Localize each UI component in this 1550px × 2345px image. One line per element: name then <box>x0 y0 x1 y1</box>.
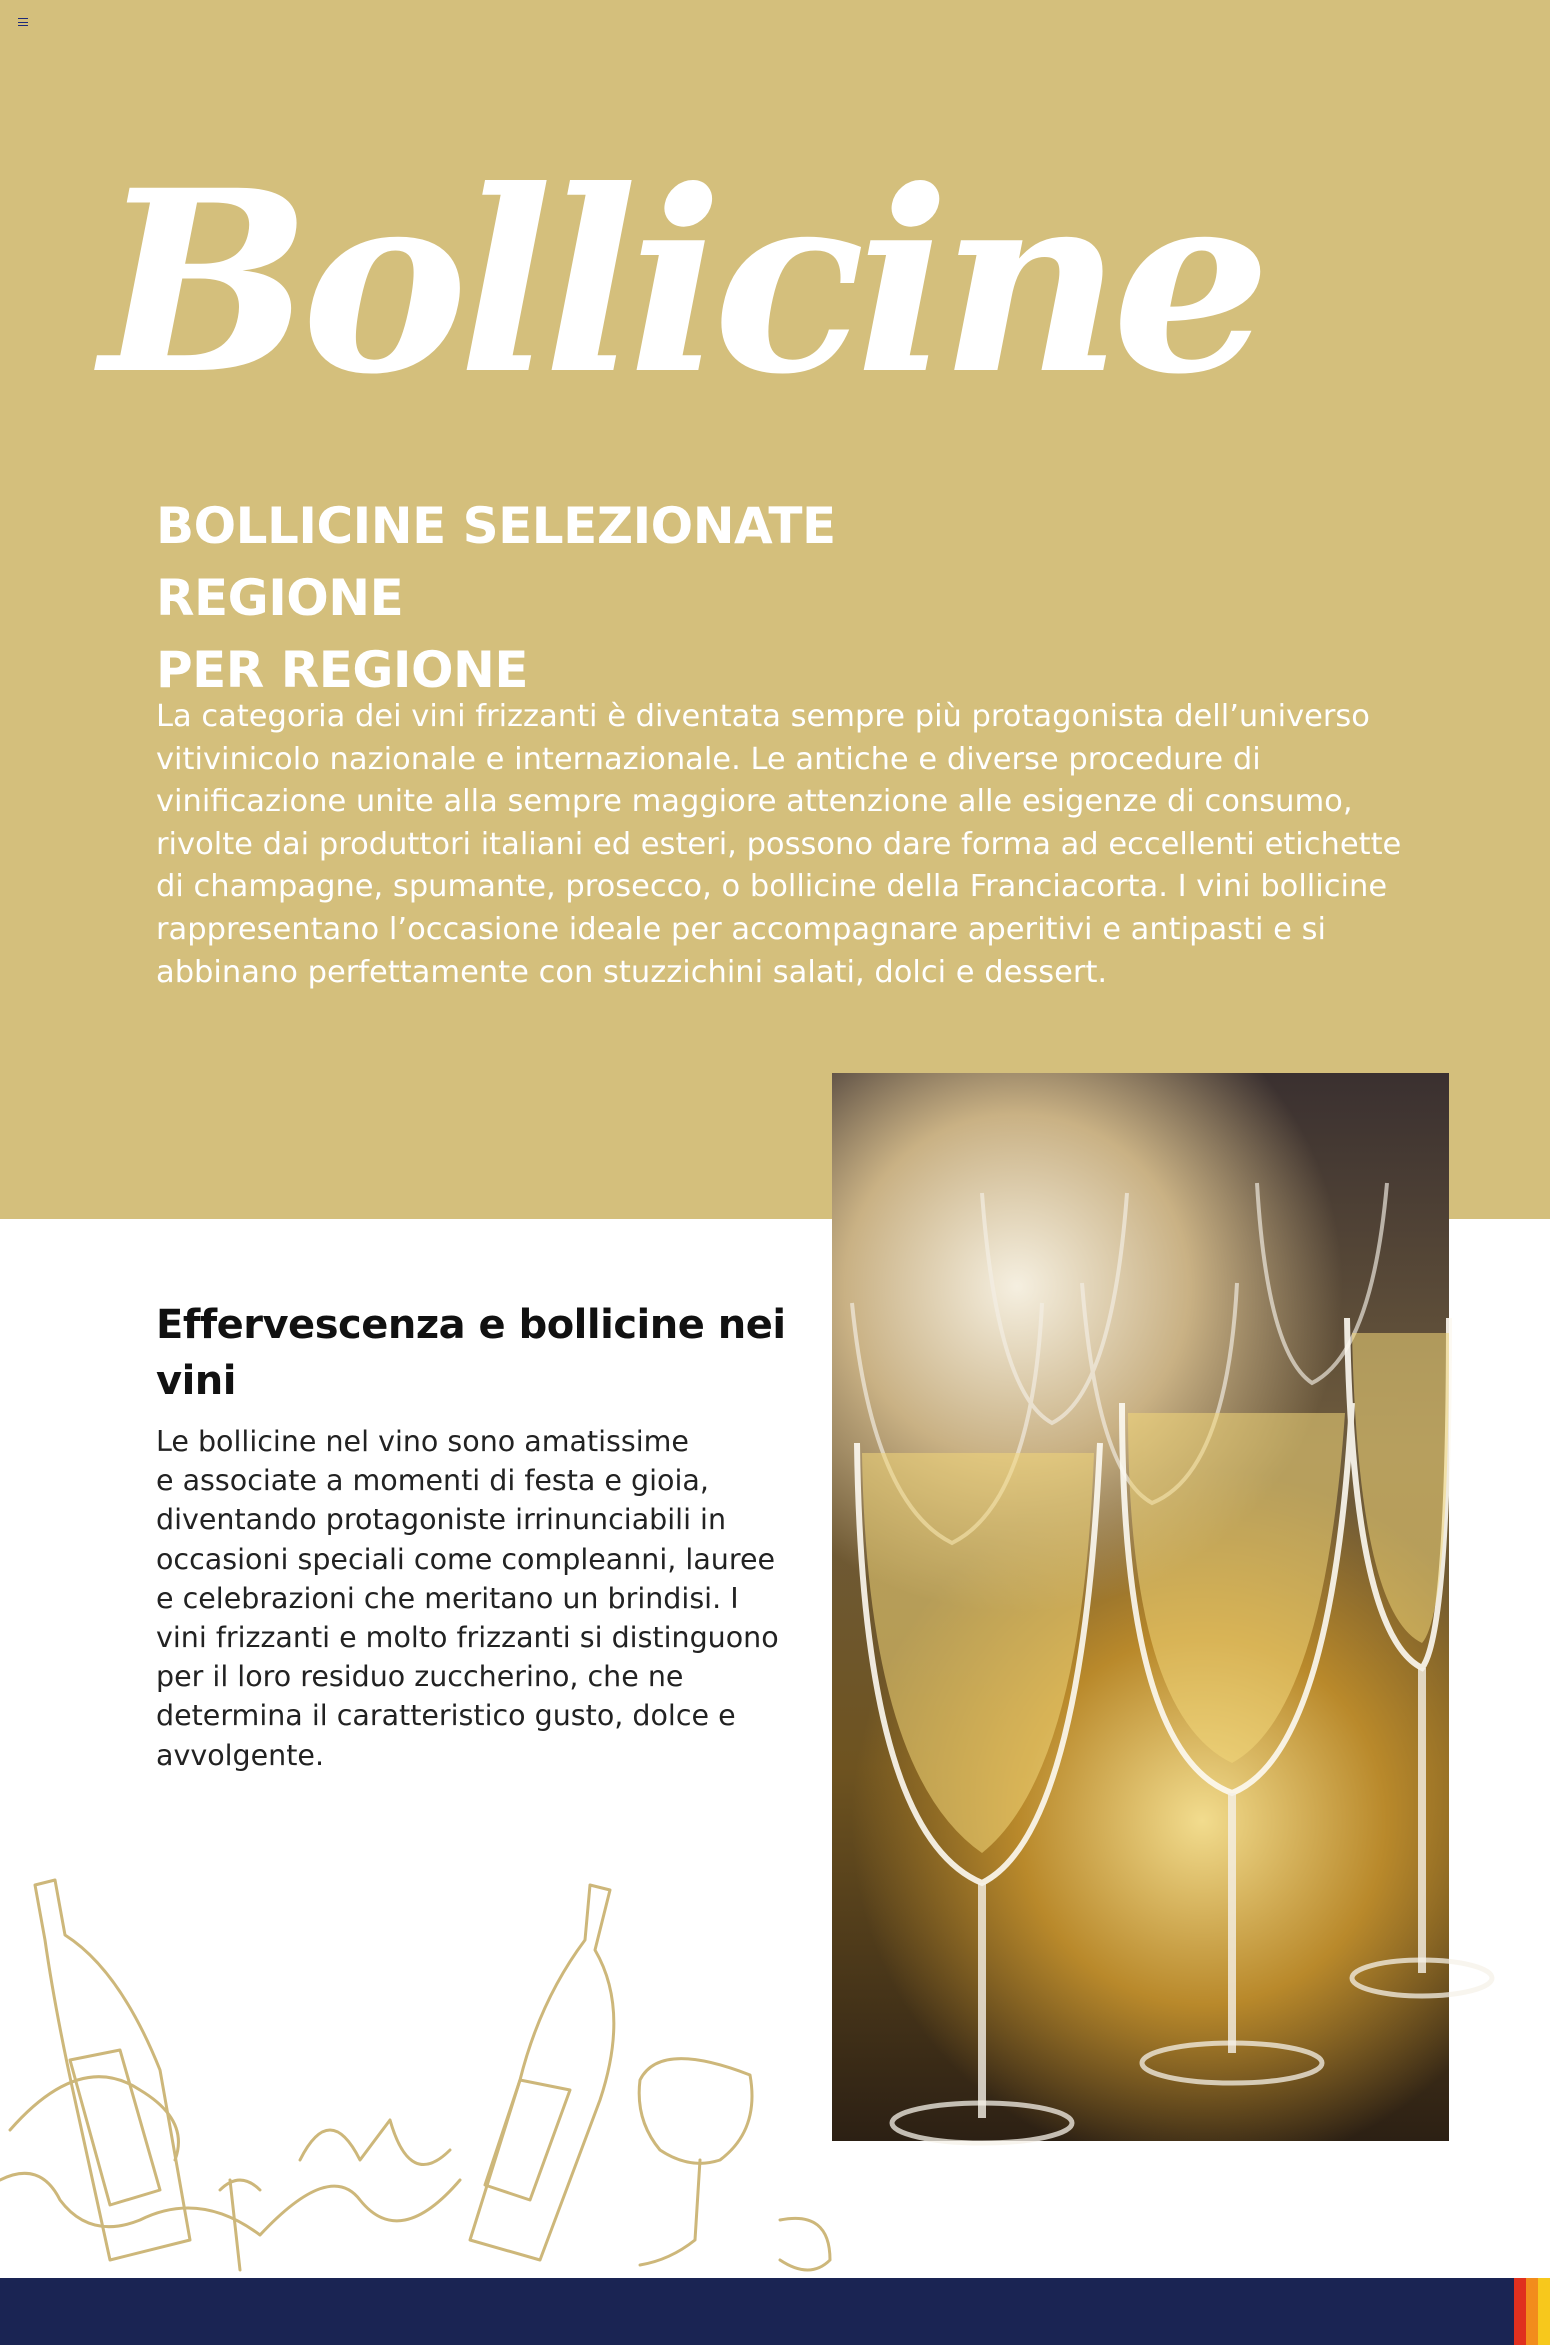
page-headline <box>156 490 1056 706</box>
intro-line: di champagne, spumante, prosecco, o bollicine della Franciacorta. I vini bollicine <box>156 869 1388 905</box>
section-line: e celebrazioni che meritano un brindisi. I <box>156 1581 739 1615</box>
footer-bar <box>0 2278 1550 2345</box>
intro-line: vitivinicolo nazionale e internazionale. Le antiche e diverse procedure di <box>156 741 1261 777</box>
champagne-glasses-photo <box>832 1073 1449 2141</box>
section-line: determina il caratteristico gusto, dolce e <box>156 1699 736 1733</box>
stripe-orange <box>1526 2278 1538 2345</box>
section-title-line: vini <box>156 1358 236 1404</box>
headline-line: BOLLICINE SELEZIONATE REGIONE <box>156 497 836 627</box>
script-title <box>100 110 1261 430</box>
section-line: e associate a momenti di festa e gioia, <box>156 1464 709 1498</box>
footer-color-stripes <box>1514 2278 1550 2345</box>
section-line: avvolgente. <box>156 1738 325 1772</box>
section-line: diventando protagoniste irrinunciabili in <box>156 1503 727 1537</box>
svg-text:Bollicine: Bollicine <box>100 135 1261 429</box>
section-line: Le bollicine nel vino sono amatissime <box>156 1425 689 1458</box>
intro-line: La categoria dei vini frizzanti è diventata sempre più protagonista dell’universo <box>156 699 1370 734</box>
intro-line: abbinano perfettamente con stuzzichini salati, dolci e dessert. <box>156 954 1108 990</box>
wine-bottles-line-art <box>0 1860 840 2280</box>
stripe-red <box>1514 2278 1526 2345</box>
intro-line: rivolte dai produttori italiani ed esteri, possono dare forma ad eccellenti etichette <box>156 826 1402 862</box>
section-line: vini frizzanti e molto frizzanti si distinguono <box>156 1621 779 1655</box>
intro-paragraph <box>156 696 1402 994</box>
section-title-line: Effervescenza e bollicine nei <box>156 1302 786 1348</box>
section-line: occasioni speciali come compleanni, lauree <box>156 1542 776 1576</box>
intro-line: rappresentano l’occasione ideale per accompagnare aperitivi e antipasti e si <box>156 911 1327 947</box>
section-line: per il loro residuo zuccherino, che ne <box>156 1660 684 1694</box>
stripe-yellow <box>1538 2278 1550 2345</box>
hamburger-menu-icon[interactable] <box>18 18 28 26</box>
headline-line: PER REGIONE <box>156 641 529 699</box>
intro-line: vinificazione unite alla sempre maggiore attenzione alle esigenze di consumo, <box>156 784 1353 820</box>
section-title <box>156 1297 796 1409</box>
section-paragraph <box>156 1422 796 1775</box>
